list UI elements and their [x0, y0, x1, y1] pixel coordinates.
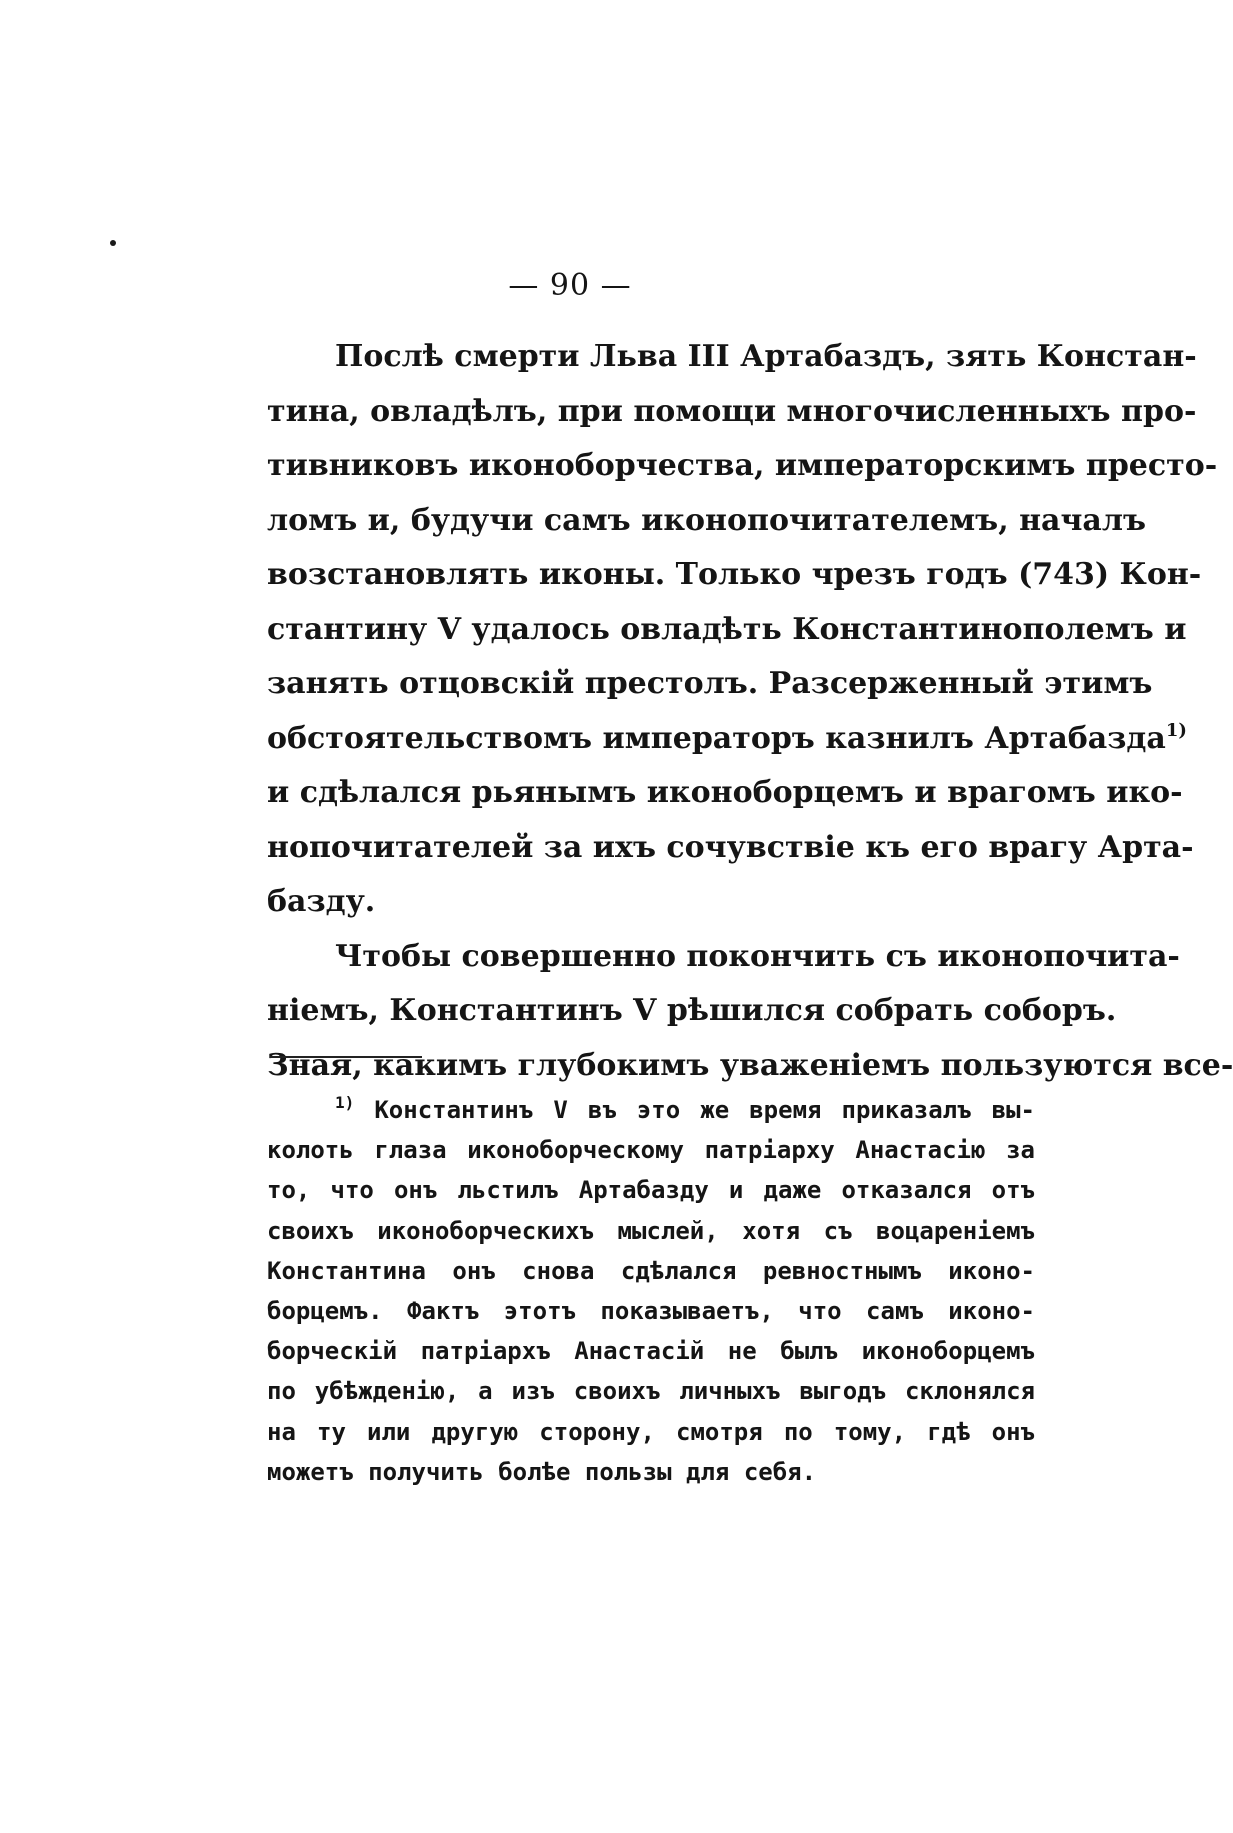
footnote-line: Константина онъ снова сдѣлался ревностнымъ иконо-: [267, 1256, 1035, 1285]
text-line: Чтобы совершенно покончить съ иконопочита-: [335, 938, 1180, 974]
text-line: возстановлять иконы. Только чрезъ годъ (743) Кон-: [267, 557, 1202, 592]
text-line: обстоятельствомъ императоръ казнилъ Артабазда: [267, 720, 1166, 756]
footnote-line: своихъ иконоборческихъ мыслей, хотя съ воцареніемъ: [267, 1216, 1035, 1245]
text-line: стантину V удалось овладѣть Константинополемъ и: [267, 611, 1187, 647]
footnote-line: то, что онъ льстилъ Артабазду и даже отказался отъ: [267, 1176, 1035, 1205]
text-line: Зная, какимъ глубокимъ уваженіемъ пользуются все-: [267, 1047, 1233, 1083]
footnote-reference[interactable]: 1): [1165, 719, 1187, 741]
text-line: и сдѣлался рьянымъ иконоборцемъ и врагомъ ико-: [267, 775, 1183, 810]
text-line: ніемъ, Константинъ V рѣшился собрать соборъ.: [267, 993, 1117, 1028]
footnote-line: борцемъ. Фактъ этотъ показываетъ, что самъ иконо-: [267, 1296, 1035, 1325]
footnote: [267, 1090, 1035, 1492]
footnote-line: борческій патріархъ Анастасій не былъ иконоборцемъ: [267, 1337, 1035, 1366]
scan-speck: [110, 240, 116, 246]
footnote-line: Константинъ V въ это же время приказалъ вы-: [374, 1096, 1035, 1124]
footnote-line-with-marker: [267, 1090, 1035, 1130]
text-line: ломъ и, будучи самъ иконопочитателемъ, началъ: [267, 502, 1147, 538]
text-line: Послѣ смерти Льва III Артабаздъ, зять Констан-: [335, 339, 1197, 374]
footnote-line: на ту или другую сторону, смотря по тому, гдѣ онъ: [267, 1417, 1035, 1446]
text-line: тивниковъ иконоборчества, императорскимъ престо-: [267, 448, 1218, 483]
main-text: [267, 330, 1233, 1093]
footnote-line: по убѣжденію, а изъ своихъ личныхъ выгодъ склонялся: [267, 1377, 1035, 1406]
text-line-with-footnote: [267, 712, 1187, 767]
footnote-separator: [270, 1056, 422, 1058]
footnote-line: колоть глаза иконоборческому патріарху Анастасію за: [267, 1136, 1035, 1165]
page-number: — 90 —: [508, 268, 632, 303]
text-line: занять отцовскій престолъ. Разсерженный этимъ: [267, 666, 1153, 701]
text-line: базду.: [267, 884, 376, 919]
footnote-marker: 1): [335, 1093, 355, 1112]
text-line: нопочитателей за ихъ сочувствіе къ его врагу Арта-: [267, 829, 1194, 865]
footnote-line: можетъ получить болѣе пользы для себя.: [267, 1457, 817, 1486]
text-line: тина, овладѣлъ, при помощи многочисленныхъ про-: [267, 393, 1197, 429]
